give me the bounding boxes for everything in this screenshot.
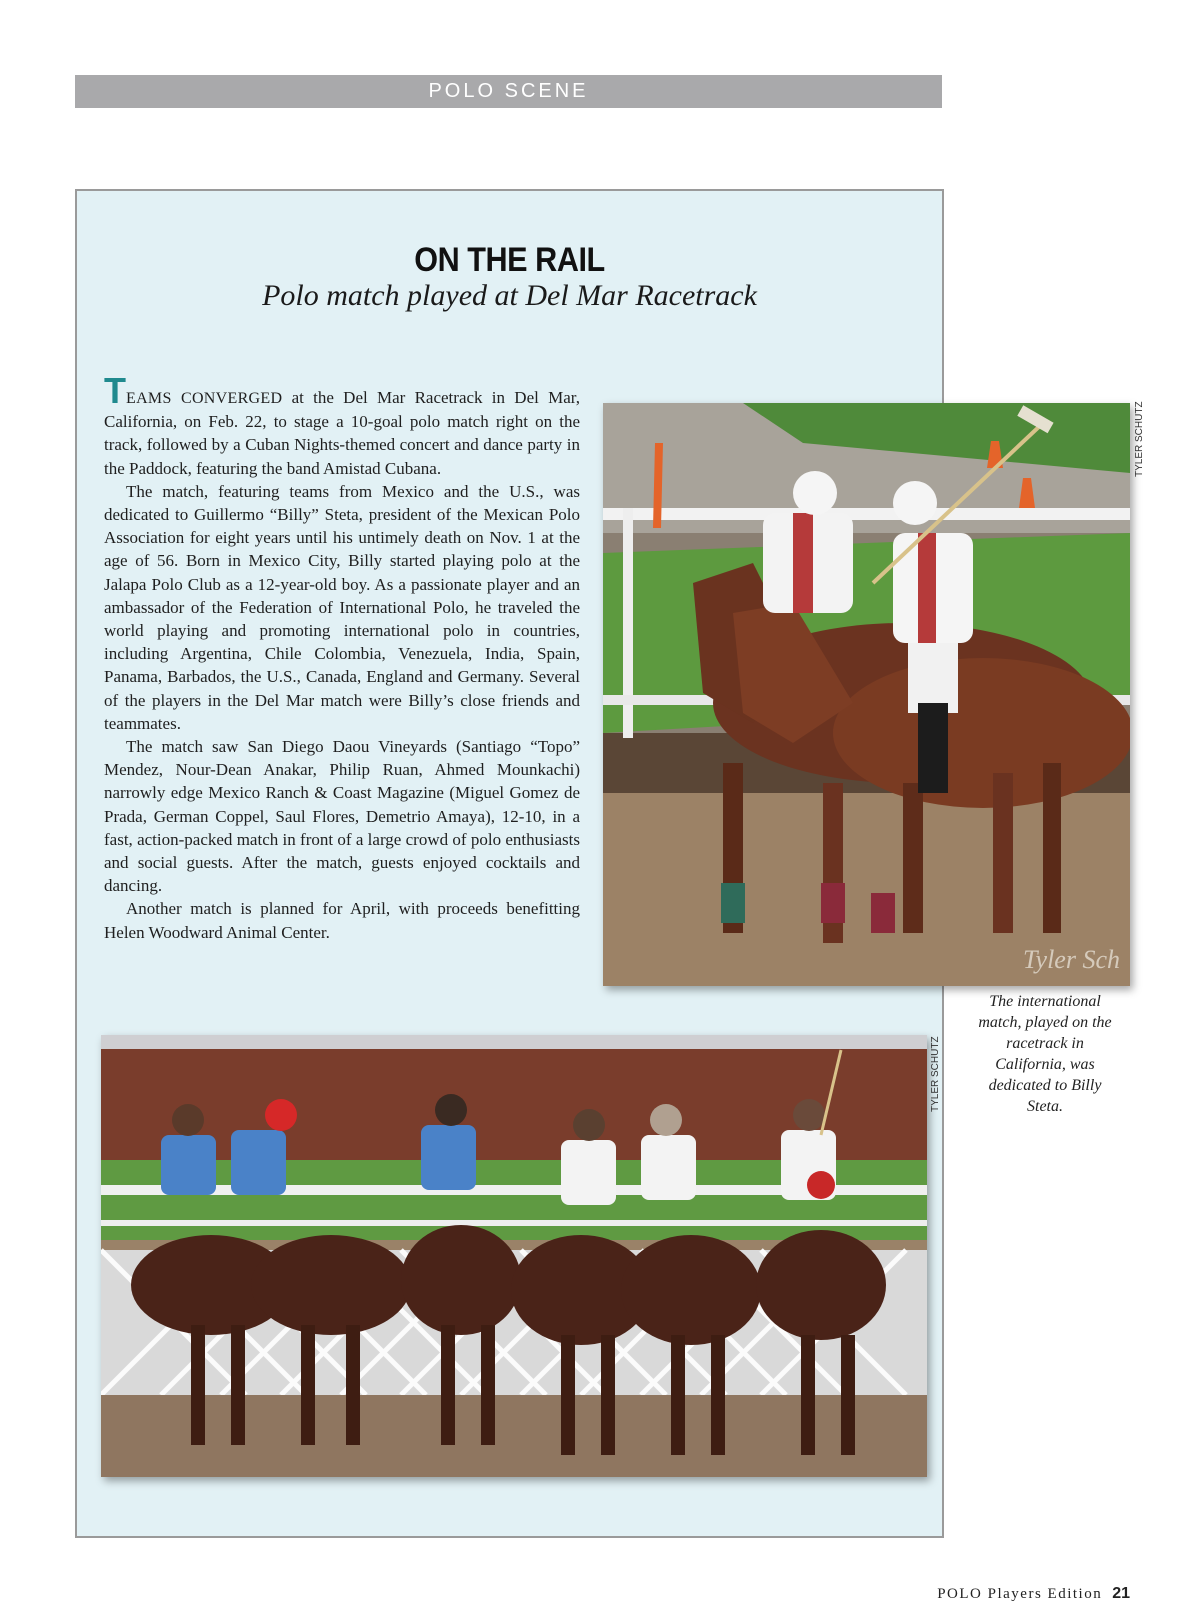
lead-smallcaps: EAMS CONVERGED <box>126 390 283 407</box>
magazine-name: POLO Players Edition <box>937 1586 1103 1602</box>
page-number: 21 <box>1112 1585 1130 1602</box>
article-subtitle: Polo match played at Del Mar Racetrack <box>262 279 757 312</box>
photo-two-riders-image <box>603 403 1130 986</box>
page-footer <box>937 1585 1130 1603</box>
body-paragraph: The match, featuring teams from Mexico and the U.S., was dedicated to Guillermo “Billy” Steta, president of the Mexican Polo Association for eight years until his untimely death on Nov. 1 at the age of 56. Born in Mexico City, Billy started playing polo at the Jalapa Polo Club as a 12-year-old boy. As a passionate player and an ambassador of the Federation of International Polo, he traveled the world playing and promoting international polo in countries, including Argentina, Chile Colombia, Venezuela, India, Spain, Panama, Barbados, the U.S., Canada, England and Germany. Several of the players in the Del Mar match were Billy’s close friends and teammates. <box>104 481 580 733</box>
lead-text: at the Del Mar Racetrack in Del Mar, California, on Feb. 22, to stage a 10-goal polo match right on the track, followed by a Cuban Nights-themed concert and dance party in the Paddock, featuring the band Amistad Cubana. <box>104 388 580 478</box>
body-paragraph: Another match is planned for April, with proceeds benefitting Helen Woodward Animal Center. <box>104 899 580 942</box>
body-paragraph: The match saw San Diego Daou Vineyards (Santiago “Topo” Mendez, Nour-Dean Anakar, Philip Ruan, Ahmed Mounkachi) narrowly edge Mexico Ranch & Coast Magazine (Miguel Gomez de Prada, German Coppel, Saul Flores, Demetrio Amaya), 12-10, in a fast, action-packed match in front of a large crowd of polo enthusiasts and social guests. After the match, guests enjoyed cocktails and dancing. <box>104 737 580 896</box>
lead-paragraph <box>104 370 580 480</box>
article-body <box>104 370 580 944</box>
photo-watermark: Tyler Sch <box>1023 945 1120 974</box>
article-title: ON THE RAIL <box>414 241 605 279</box>
drop-cap: T <box>104 370 126 411</box>
photo-team-lineup <box>101 1035 927 1477</box>
photo-credit: TYLER SCHUTZ <box>1134 401 1145 477</box>
photo-team-lineup-image <box>101 1035 927 1477</box>
section-header: POLO SCENE <box>75 75 942 108</box>
photo-credit: TYLER SCHUTZ <box>930 1036 941 1112</box>
photo-caption: The international match, played on the racetrack in California, was dedicated to Billy Steta. <box>978 993 1112 1115</box>
photo-two-riders <box>603 403 1130 986</box>
